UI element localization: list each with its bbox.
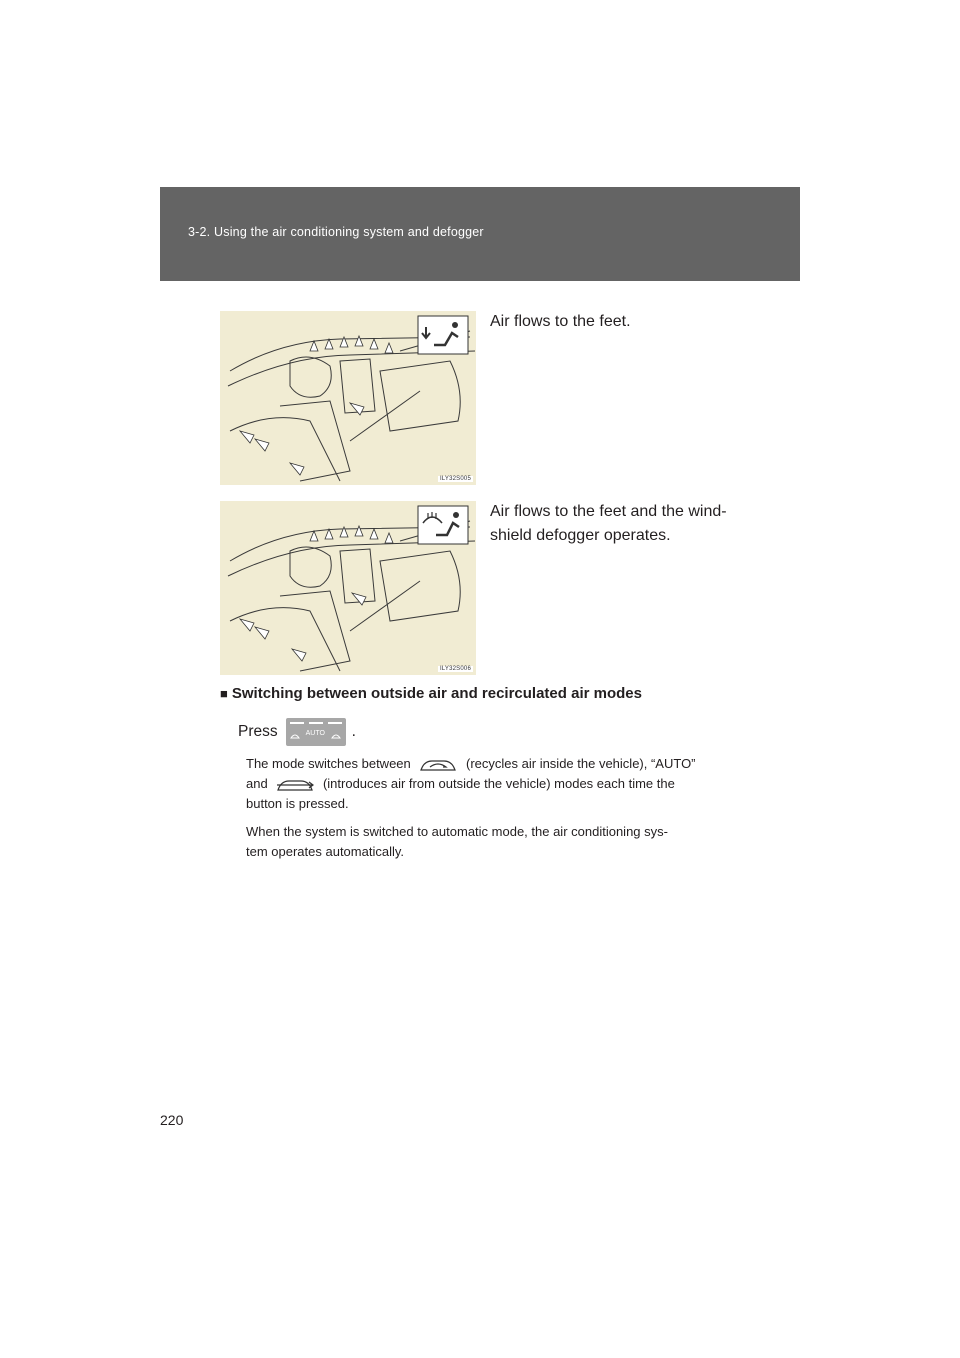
page-number: 220 [160, 1112, 184, 1128]
dashboard-drawing [220, 311, 476, 485]
feet-airflow-icon [418, 316, 468, 354]
auto-mode-description [246, 822, 738, 862]
figure-caption-feet: Air flows to the feet. [490, 313, 631, 330]
desc-text: tem operates automatically. [246, 844, 404, 859]
button-auto-label: AUTO [305, 730, 325, 737]
caption-line: shield defogger operates. [490, 527, 671, 544]
section-title: 3-2. Using the air conditioning system and defogger [188, 225, 484, 239]
figure-code: ILY32S005 [439, 476, 471, 482]
air-intake-button-icon [286, 718, 346, 746]
press-instruction [238, 718, 356, 746]
feet-defog-airflow-icon [418, 506, 468, 544]
desc-text: When the system is switched to automatic mode, the air conditioning sys- [246, 824, 668, 839]
outside-air-icon [275, 777, 315, 793]
press-suffix: . [351, 723, 356, 740]
desc-text: The mode switches between [246, 756, 411, 771]
subsection-heading [220, 685, 642, 702]
press-label: Press [238, 723, 278, 740]
desc-text: button is pressed. [246, 796, 349, 811]
desc-text: (introduces air from outside the vehicle) modes each time the [322, 776, 675, 791]
desc-text: and [246, 776, 268, 791]
heading-marker: ■ [220, 686, 228, 701]
dashboard-illustration-feet-defog [220, 501, 476, 675]
dashboard-drawing [220, 501, 476, 675]
heading-text: Switching between outside air and recirculated air modes [231, 685, 642, 702]
figure-code: ILY32S006 [439, 666, 471, 672]
section-header [160, 187, 800, 281]
dashboard-illustration-feet [220, 311, 476, 485]
desc-text: (recycles air inside the vehicle), “AUTO” [466, 756, 696, 771]
figure-caption-feet-defog [490, 500, 750, 548]
mode-description [246, 754, 738, 814]
recirculated-air-icon [418, 757, 458, 773]
caption-line: Air flows to the feet and the wind- [490, 503, 727, 520]
